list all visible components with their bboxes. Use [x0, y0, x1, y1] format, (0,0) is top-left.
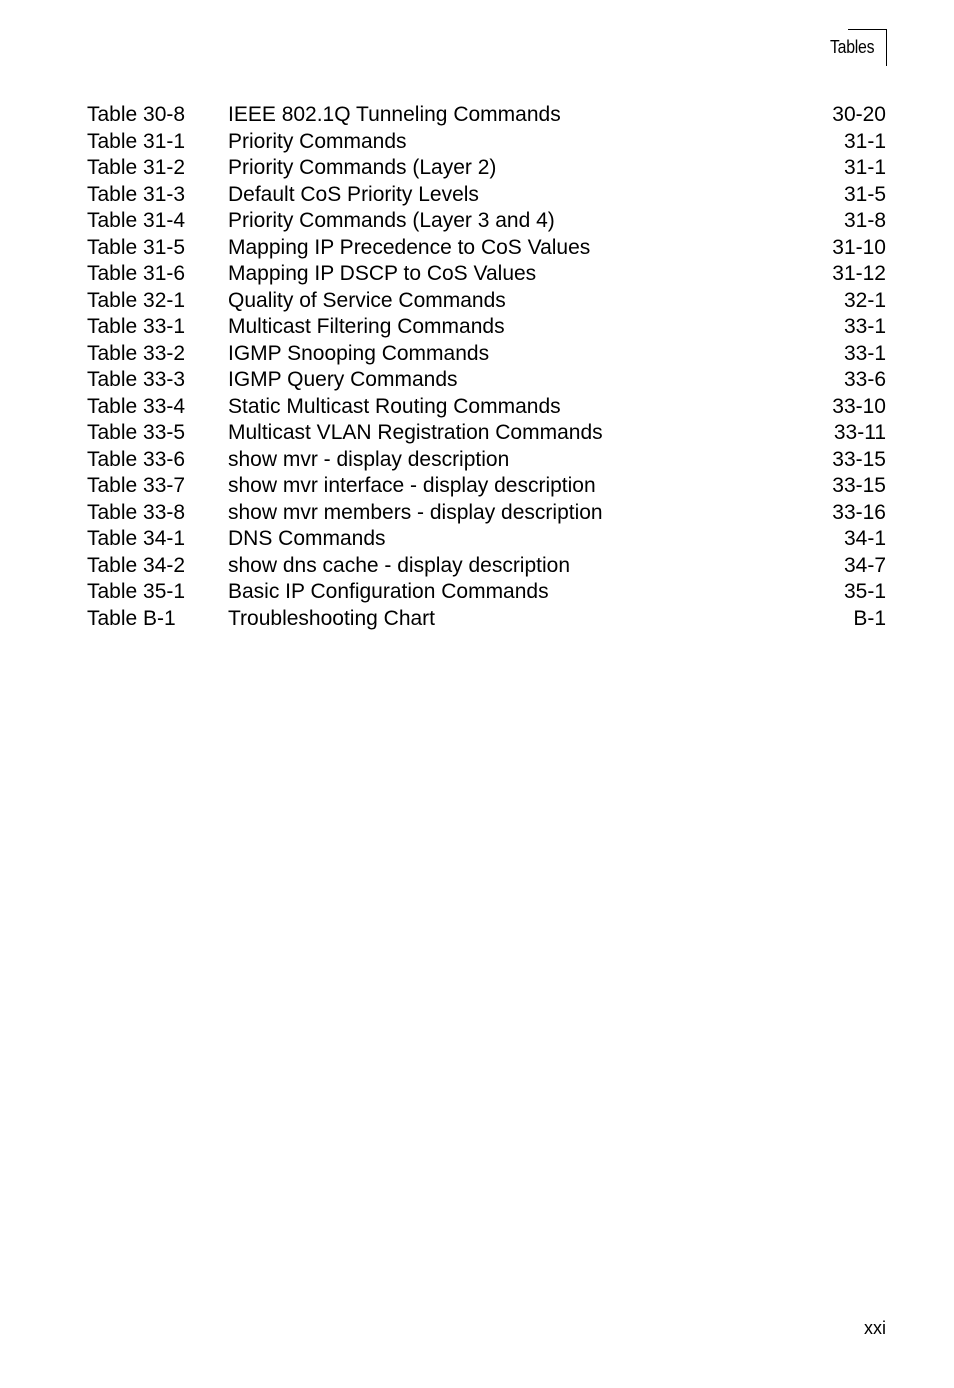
list-item[interactable] [0, 129, 954, 156]
list-item[interactable] [0, 420, 954, 447]
list-item[interactable] [0, 235, 954, 262]
table-number: Table 33-7 [87, 474, 186, 497]
list-item[interactable] [0, 367, 954, 394]
page-reference: 34-7 [843, 553, 886, 577]
table-number: Table 32-1 [87, 288, 186, 312]
table-number: Table 33-5 [87, 421, 186, 444]
list-item[interactable] [0, 447, 954, 474]
page-reference: 31-5 [843, 182, 886, 206]
table-number: Table 31-5 [87, 235, 186, 259]
list-item[interactable] [0, 261, 954, 288]
table-title: Static Multicast Routing Commands [228, 394, 561, 418]
table-title: IGMP Query Commands [228, 368, 458, 391]
page-reference: 30-20 [832, 103, 886, 126]
table-number: Table 33-6 [87, 447, 186, 471]
list-item[interactable] [0, 102, 954, 129]
table-number: Table 33-1 [87, 315, 186, 338]
page-reference: 33-1 [843, 315, 886, 338]
table-title: DNS Commands [228, 527, 386, 550]
page-reference: 33-16 [832, 500, 886, 524]
table-title: show mvr members - display description [228, 500, 603, 524]
table-number: Table 31-2 [87, 156, 186, 179]
table-title: Priority Commands (Layer 3 and 4) [228, 209, 555, 232]
list-item[interactable] [0, 394, 954, 421]
list-item[interactable] [0, 314, 954, 341]
list-item[interactable] [0, 500, 954, 527]
table-number: Table 33-8 [87, 500, 186, 524]
list-item[interactable] [0, 341, 954, 368]
page-reference: 31-8 [843, 209, 886, 232]
page-reference: 33-15 [832, 447, 886, 471]
table-number: Table 30-8 [87, 103, 186, 126]
page-reference: 35-1 [843, 580, 886, 603]
page-reference: 34-1 [843, 527, 886, 550]
table-title: Multicast Filtering Commands [228, 315, 505, 338]
table-title: Mapping IP DSCP to CoS Values [228, 262, 537, 285]
page-reference: 31-12 [832, 262, 886, 285]
table-number: Table 33-4 [87, 394, 186, 418]
table-number: Table 31-4 [87, 209, 186, 232]
page-reference: 33-6 [843, 368, 886, 391]
table-number: Table 31-6 [87, 262, 186, 285]
table-title: Quality of Service Commands [228, 288, 506, 312]
table-title: show dns cache - display description [228, 553, 571, 577]
list-item[interactable] [0, 473, 954, 500]
list-item[interactable] [0, 553, 954, 580]
page-reference: 31-1 [843, 129, 886, 153]
list-item[interactable] [0, 579, 954, 606]
table-title: Multicast VLAN Registration Commands [228, 421, 603, 444]
table-number: Table 33-3 [87, 368, 186, 391]
page-reference: 33-1 [843, 341, 886, 365]
table-title: Mapping IP Precedence to CoS Values [228, 235, 591, 259]
page-reference: 33-11 [833, 421, 886, 444]
page-reference: 31-10 [832, 235, 886, 259]
table-title: show mvr - display description [228, 447, 510, 471]
list-item[interactable] [0, 288, 954, 315]
list-item[interactable] [0, 208, 954, 235]
page-reference: 33-15 [832, 474, 886, 497]
table-title: IEEE 802.1Q Tunneling Commands [228, 103, 561, 126]
table-number: Table 35-1 [87, 580, 186, 603]
page-number: xxi [864, 1318, 886, 1338]
table-title: Priority Commands [228, 129, 407, 153]
table-title: IGMP Snooping Commands [228, 341, 490, 365]
page-reference: 31-1 [843, 156, 886, 179]
table-title: Basic IP Configuration Commands [228, 580, 549, 603]
table-title: Troubleshooting Chart [228, 606, 436, 630]
table-number: Table 33-2 [87, 341, 186, 365]
table-title: Default CoS Priority Levels [228, 182, 479, 206]
list-item[interactable] [0, 606, 954, 633]
table-number: Table 31-1 [87, 129, 186, 153]
list-item[interactable] [0, 155, 954, 182]
running-header: Tables [829, 37, 874, 57]
page-reference: 33-10 [832, 394, 886, 418]
list-item[interactable] [0, 526, 954, 553]
table-number: Table B-1 [87, 606, 176, 630]
page-reference: B-1 [853, 606, 886, 630]
table-number: Table 31-3 [87, 182, 186, 206]
table-title: Priority Commands (Layer 2) [228, 156, 497, 179]
page-reference: 32-1 [843, 288, 886, 312]
table-number: Table 34-2 [87, 553, 186, 577]
table-number: Table 34-1 [87, 527, 186, 550]
table-list [0, 102, 954, 632]
table-title: show mvr interface - display description [228, 474, 596, 497]
list-item[interactable] [0, 182, 954, 209]
